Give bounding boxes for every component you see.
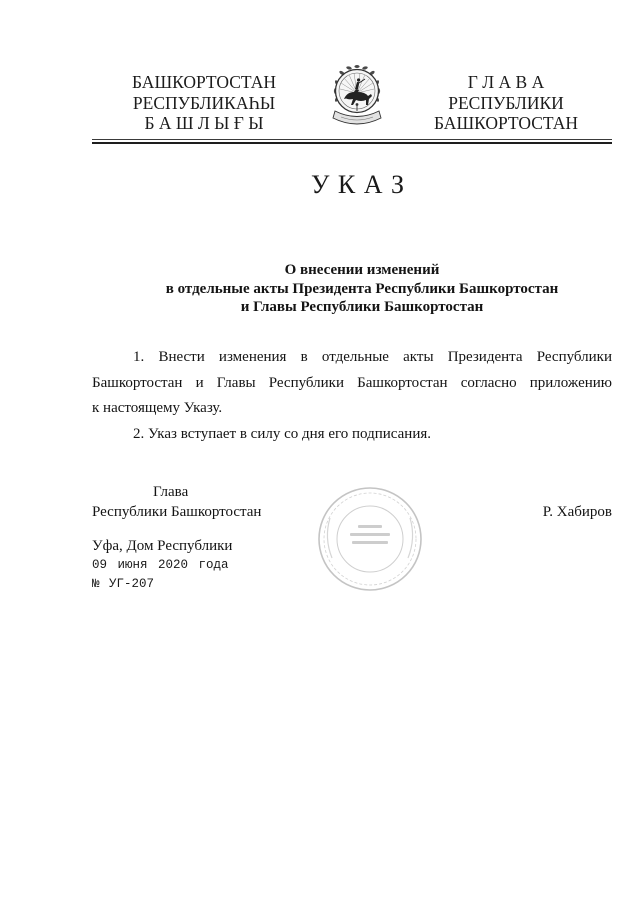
issue-place: Уфа, Дом Республики <box>92 538 233 554</box>
header-double-rule <box>92 139 612 144</box>
signatory-name: Р. Хабиров <box>542 504 612 520</box>
paragraph-1-line-1: 1. Внести изменения в отдельные акты Президента Республики <box>133 349 612 365</box>
header-left-line-2: РЕСПУБЛИКАҺЫ <box>132 92 276 113</box>
paragraph-1-line-2: Башкортостан и Главы Республики Башкортостан согласно приложению <box>92 374 612 391</box>
decree-number: № УГ-207 <box>92 577 155 591</box>
document-title-line-2: в отдельные акты Президента Республики Башкортостан <box>165 280 559 297</box>
coat-of-arms-icon <box>331 61 383 129</box>
header-left-line-1: БАШКОРТОСТАН <box>131 72 276 92</box>
header-right-block <box>406 72 606 134</box>
document-body <box>92 345 612 447</box>
document-title-line-3: и Главы Республики Башкортостан <box>240 299 484 315</box>
header-left-line-3: Б А Ш Л Ы Ғ Ы <box>144 113 264 133</box>
paragraph-1-line-3: к настоящему Указу. <box>92 400 223 416</box>
document-title <box>92 261 632 317</box>
signatory-position-line-1: Глава <box>153 484 189 500</box>
header-right-line-3: БАШКОРТОСТАН <box>433 113 578 133</box>
header-right-line-2: РЕСПУБЛИКИ <box>448 92 564 113</box>
header-right-line-1: Г Л А В А <box>467 72 545 92</box>
paragraph-2: 2. Указ вступает в силу со дня его подписания. <box>133 425 431 442</box>
document-type-heading: У К А З <box>310 170 406 199</box>
official-seal-stamp-icon <box>316 478 424 600</box>
issue-date: 09 июня 2020 года <box>92 558 229 572</box>
document-title-line-1: О внесении изменений <box>284 262 440 278</box>
signatory-position-line-2: Республики Башкортостан <box>92 504 262 520</box>
header-left-block <box>104 72 304 134</box>
